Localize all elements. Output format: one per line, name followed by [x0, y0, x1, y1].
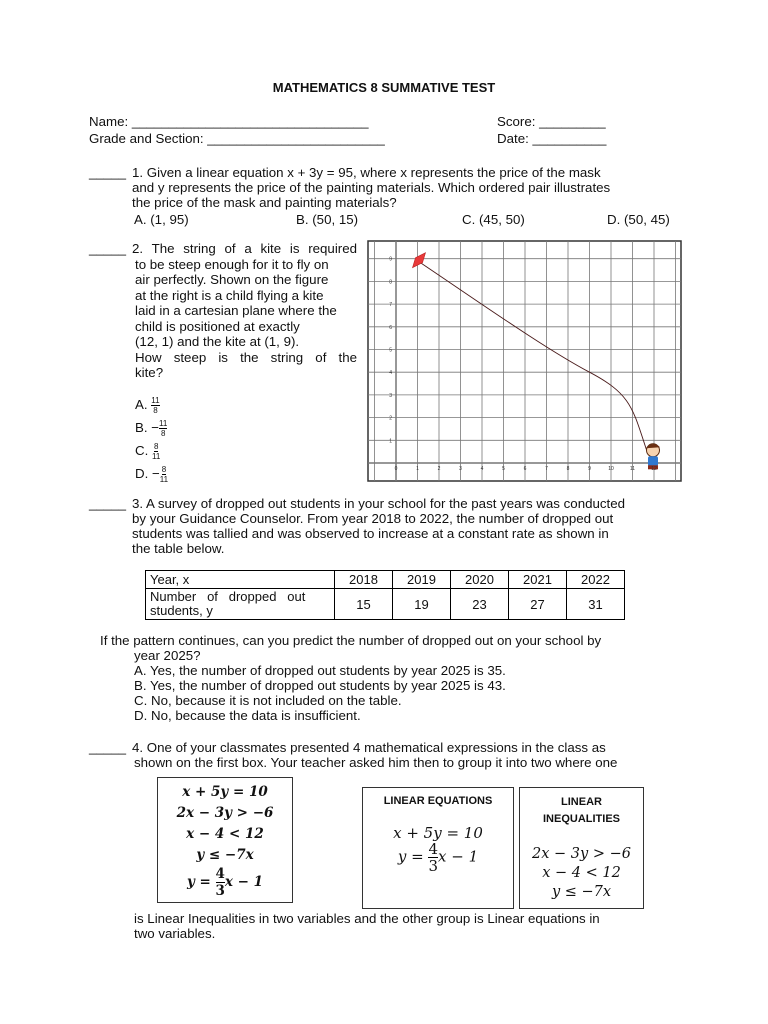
- x-tick-label: 2: [437, 466, 441, 472]
- q2-choices: [135, 393, 168, 485]
- sign: −: [152, 466, 160, 481]
- table-cell: 15: [335, 589, 393, 620]
- x-tick-label: 1: [416, 466, 419, 472]
- x-tick-label: 9: [588, 466, 591, 472]
- q3-answer-blank[interactable]: _____: [89, 496, 126, 511]
- q2-line: 2. The string of a kite is required: [132, 241, 357, 256]
- inequality-list: [520, 845, 643, 902]
- denominator: 11: [159, 474, 169, 484]
- q3-choice-d: D. No, because the data is insufficient.: [134, 708, 361, 723]
- q3-choice-a: A. Yes, the number of dropped out students by year 2025 is 35.: [134, 663, 506, 678]
- expr-part: y =: [397, 847, 429, 866]
- numerator: 4: [215, 866, 225, 882]
- q3-line: students was tallied and was observed to increase at a constant rate as shown in: [132, 526, 609, 541]
- q3-question: If the pattern continues, can you predict the number of dropped out on your school by: [100, 633, 602, 648]
- numerator: 11: [151, 395, 160, 405]
- expression: [363, 841, 513, 874]
- q2-choice-a: [135, 393, 168, 416]
- row-header-line: Number of dropped out: [150, 589, 306, 604]
- table-cell: 31: [567, 589, 625, 620]
- q3-line: the table below.: [132, 541, 225, 556]
- sign: −: [151, 420, 160, 435]
- table-cell: 19: [393, 589, 451, 620]
- row-header: Year, x: [146, 571, 335, 589]
- q2-line: laid in a cartesian plane where the: [135, 303, 337, 318]
- expression: 2x − 3y > −6: [532, 846, 631, 862]
- expr-part: y =: [186, 874, 216, 890]
- q2-choice-c: [135, 439, 168, 462]
- child-shirt-icon: [648, 456, 658, 466]
- denominator: 11: [152, 451, 161, 461]
- q4-line: is Linear Inequalities in two variables and the other group is Linear equations in: [134, 911, 600, 926]
- linear-equations-box: [362, 787, 514, 909]
- numerator: 4: [428, 840, 439, 858]
- choice-label: D.: [135, 466, 149, 481]
- y-tick-label: 7: [389, 302, 392, 309]
- expression: [158, 866, 292, 899]
- q2-line: to be steep enough for it to fly on: [135, 256, 329, 272]
- q3-text: [132, 496, 678, 556]
- expression: x + 5y = 10: [393, 824, 483, 842]
- table-cell: 2022: [567, 571, 625, 589]
- q1-choice-b: B. (50, 15): [296, 212, 359, 227]
- table-row: [146, 571, 625, 589]
- q2-line: air perfectly. Shown on the figure: [135, 272, 329, 287]
- q2-line: (12, 1) and the kite at (1, 9).: [135, 334, 300, 349]
- kite-cartesian-plane: [367, 240, 682, 482]
- numerator: 8: [161, 464, 167, 474]
- fraction: [160, 465, 168, 484]
- x-tick-label: 0: [394, 466, 398, 472]
- grade-section-field[interactable]: Grade and Section: ________________________: [89, 131, 385, 146]
- box-header-line: INEQUALITIES: [542, 813, 620, 825]
- x-tick-label: 8: [566, 466, 570, 472]
- fraction: [151, 396, 159, 415]
- q3-choice-b: B. Yes, the number of dropped out students by year 2025 is 43.: [134, 678, 506, 693]
- expression: x + 5y = 10: [182, 784, 268, 800]
- choice-label: A.: [135, 397, 148, 412]
- expressions-box: [157, 777, 293, 903]
- q1-choice-a: A. (1, 95): [134, 212, 189, 227]
- table-cell: 2018: [335, 571, 393, 589]
- choice-label: B.: [135, 420, 148, 435]
- box-header: LINEAR EQUATIONS: [383, 795, 493, 807]
- y-tick-label: 5: [389, 347, 392, 354]
- expr-part: x − 1: [224, 874, 264, 890]
- x-tick-label: 5: [502, 466, 505, 472]
- name-field[interactable]: Name: ________________________________: [89, 114, 369, 129]
- q1-line: the price of the mask and painting materials?: [132, 195, 397, 210]
- numerator: 8: [153, 441, 159, 451]
- linear-inequalities-box: [519, 787, 644, 909]
- q1-choice-c: C. (45, 50): [462, 212, 525, 227]
- fraction: [152, 442, 160, 461]
- y-tick-label: 2: [389, 415, 392, 422]
- x-tick-label: 4: [480, 466, 484, 472]
- q4-answer-blank[interactable]: _____: [89, 740, 126, 755]
- y-tick-label: 8: [389, 279, 392, 286]
- table-cell: 27: [509, 589, 567, 620]
- q2-line: child is positioned at exactly: [135, 318, 300, 334]
- y-tick-label: 9: [389, 256, 392, 263]
- q1-answer-blank[interactable]: _____: [89, 165, 126, 180]
- q1-line: 1. Given a linear equation x + 3y = 95, where x represents the price of the mask: [132, 165, 601, 180]
- dropout-table: [145, 570, 625, 620]
- fraction: [428, 841, 438, 874]
- date-field[interactable]: Date: __________: [497, 131, 607, 146]
- denominator: 3: [215, 883, 225, 899]
- q1-text: [132, 165, 678, 210]
- q2-choice-d: [135, 462, 168, 485]
- denominator: 3: [428, 857, 439, 875]
- y-tick-label: 6: [389, 324, 392, 331]
- denominator: 8: [153, 405, 158, 415]
- q2-text: [132, 241, 357, 381]
- x-tick-label: 11: [629, 466, 636, 472]
- expression: y ≤ −7x: [551, 884, 612, 900]
- row-header: [146, 589, 335, 620]
- expression: y ≤ −7x: [196, 847, 254, 863]
- q4-line: two variables.: [134, 926, 216, 941]
- q3-question: year 2025?: [134, 648, 201, 663]
- expression: x − 4 < 12: [186, 826, 264, 842]
- graph-frame: [368, 241, 681, 481]
- row-header-line: students, y: [150, 603, 213, 618]
- box-header-line: LINEAR: [561, 796, 602, 808]
- q3-line: by your Guidance Counselor. From year 2018 to 2022, the number of dropped out: [132, 511, 614, 526]
- table-cell: 2020: [451, 571, 509, 589]
- box-header: [520, 794, 643, 828]
- table-cell: 2019: [393, 571, 451, 589]
- fraction: [216, 866, 225, 899]
- score-field[interactable]: Score: _________: [497, 114, 606, 129]
- numerator: 11: [159, 418, 168, 428]
- x-tick-label: 10: [608, 466, 614, 472]
- q1-line: and y represents the price of the painting materials. Which ordered pair illustrates: [132, 180, 611, 195]
- y-tick-label: 1: [389, 438, 392, 445]
- x-tick-label: 12: [651, 466, 657, 472]
- q3-choice-c: C. No, because it is not included on the table.: [134, 693, 402, 708]
- expression: x − 4 < 12: [542, 865, 621, 881]
- choice-label: C.: [135, 443, 149, 458]
- q4-line: shown on the first box. Your teacher asked him then to group it into two where one: [134, 755, 618, 770]
- q4-line: 4. One of your classmates presented 4 mathematical expressions in the class as: [132, 740, 606, 755]
- y-tick-label: 3: [389, 392, 392, 399]
- q2-line: kite?: [135, 365, 164, 380]
- table-cell: 23: [451, 589, 509, 620]
- q2-line: How steep is the string of the: [135, 349, 357, 365]
- table-row: [146, 589, 625, 620]
- x-tick-label: 7: [545, 466, 548, 472]
- q3-line: 3. A survey of dropped out students in your school for the past years was conducted: [132, 496, 626, 511]
- expression: 2x − 3y > −6: [176, 805, 274, 821]
- q2-choice-b: [135, 416, 168, 439]
- y-tick-label: 4: [389, 370, 392, 377]
- table-cell: 2021: [509, 571, 567, 589]
- q2-line: at the right is a child flying a kite: [135, 287, 324, 303]
- page-title: MATHEMATICS 8 SUMMATIVE TEST: [272, 80, 496, 95]
- fraction: [159, 419, 167, 438]
- q2-answer-blank[interactable]: _____: [89, 241, 126, 256]
- denominator: 8: [160, 428, 166, 438]
- expr-part: x − 1: [438, 847, 479, 866]
- x-tick-label: 3: [459, 466, 462, 472]
- x-tick-label: 6: [523, 466, 527, 472]
- q1-choice-d: D. (50, 45): [607, 212, 670, 227]
- q3-choices: [134, 663, 506, 723]
